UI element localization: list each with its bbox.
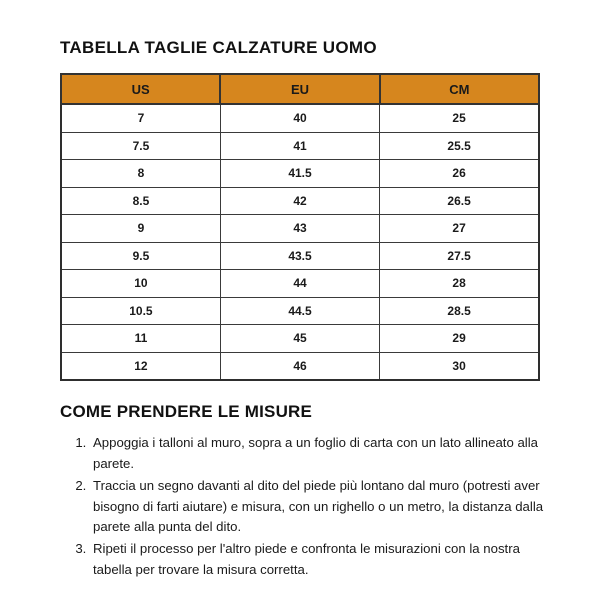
- table-cell: 25: [380, 104, 539, 132]
- table-cell: 41.5: [220, 160, 379, 188]
- table-row: [61, 297, 539, 325]
- table-cell: 9.5: [61, 242, 220, 270]
- table-cell: 26: [380, 160, 539, 188]
- instruction-item: 1. Appoggia i talloni al muro, sopra a un foglio di carta con un lato allineato alla parete.: [90, 433, 552, 475]
- table-row: [61, 104, 539, 132]
- table-row: [61, 270, 539, 298]
- instructions-list: [60, 433, 552, 581]
- column-header-eu: EU: [220, 74, 379, 104]
- table-row: [61, 132, 539, 160]
- table-cell: 40: [220, 104, 379, 132]
- table-cell: 45: [220, 325, 379, 353]
- size-table-body: [61, 104, 539, 380]
- table-cell: 7.5: [61, 132, 220, 160]
- table-row: [61, 160, 539, 188]
- table-cell: 25.5: [380, 132, 539, 160]
- table-cell: 44.5: [220, 297, 379, 325]
- table-cell: 26.5: [380, 187, 539, 215]
- instruction-item: 2. Traccia un segno davanti al dito del piede più lontano dal muro (potresti aver bisogno di farti aiutare) e misura, con un righello o un metro, la distanza dalla parete alla punta del dito.: [90, 476, 552, 539]
- table-cell: 46: [220, 352, 379, 380]
- instruction-item: 3. Ripeti il processo per l'altro piede e confronta le misurazioni con la nostra tabella per trovare la misura corretta.: [90, 539, 552, 581]
- page-title: TABELLA TAGLIE CALZATURE UOMO: [60, 38, 377, 57]
- table-row: [61, 187, 539, 215]
- table-row: [61, 325, 539, 353]
- table-cell: 41: [220, 132, 379, 160]
- table-cell: 30: [380, 352, 539, 380]
- table-cell: 42: [220, 187, 379, 215]
- table-cell: 28: [380, 270, 539, 298]
- table-cell: 29: [380, 325, 539, 353]
- table-cell: 12: [61, 352, 220, 380]
- table-cell: 43.5: [220, 242, 379, 270]
- table-cell: 10: [61, 270, 220, 298]
- column-header-cm: CM: [380, 74, 539, 104]
- table-cell: 9: [61, 215, 220, 243]
- table-row: [61, 352, 539, 380]
- table-cell: 11: [61, 325, 220, 353]
- table-cell: 27: [380, 215, 539, 243]
- table-row: [61, 242, 539, 270]
- table-cell: 27.5: [380, 242, 539, 270]
- table-cell: 7: [61, 104, 220, 132]
- table-cell: 43: [220, 215, 379, 243]
- table-cell: 28.5: [380, 297, 539, 325]
- table-cell: 10.5: [61, 297, 220, 325]
- table-cell: 8.5: [61, 187, 220, 215]
- instructions-heading: COME PRENDERE LE MISURE: [60, 402, 313, 421]
- size-table: [60, 73, 540, 381]
- table-row: [61, 215, 539, 243]
- table-header-row: [61, 74, 539, 104]
- table-cell: 44: [220, 270, 379, 298]
- table-cell: 8: [61, 160, 220, 188]
- size-table-head: [61, 74, 539, 104]
- column-header-us: US: [61, 74, 220, 104]
